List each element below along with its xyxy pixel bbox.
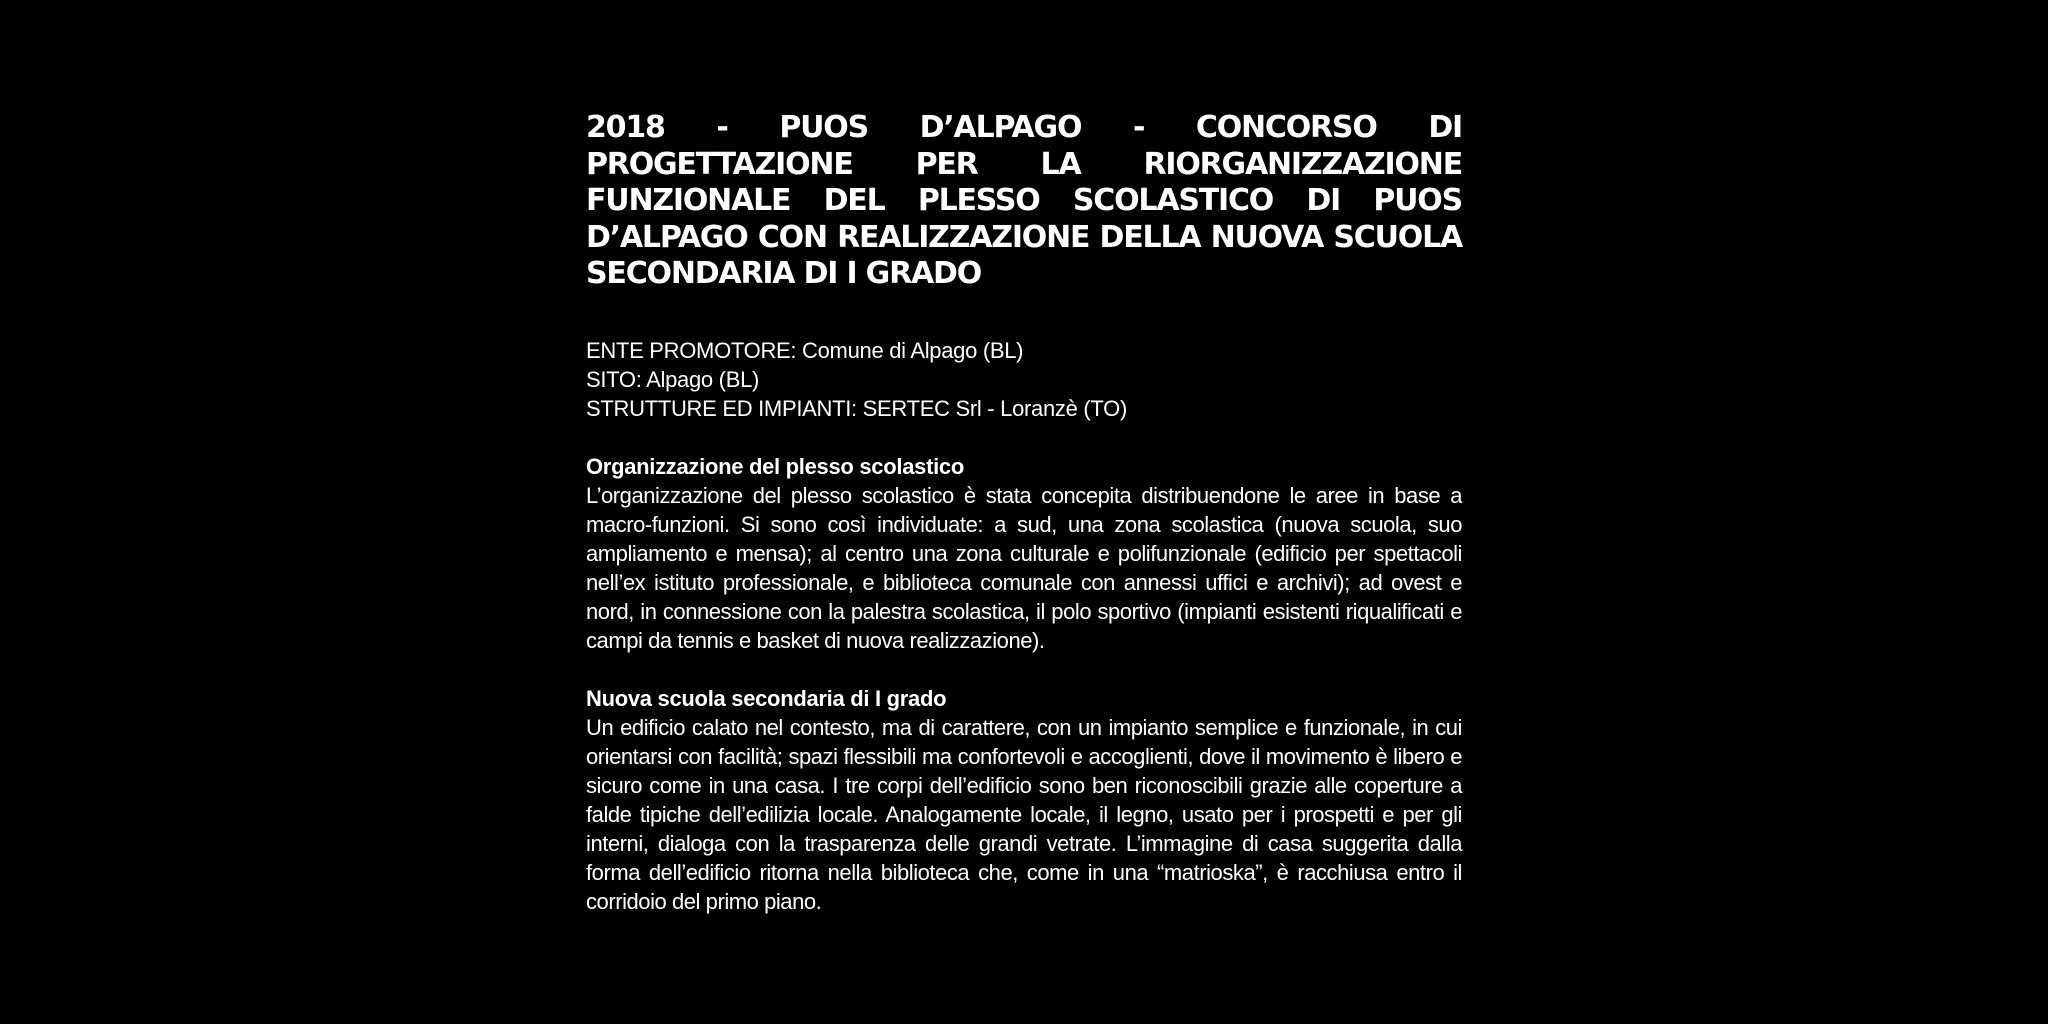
meta-strutture-impianti: STRUTTURE ED IMPIANTI: SERTEC Srl - Loranzè (TO)	[586, 395, 1127, 421]
section-heading: Organizzazione del plesso scolastico	[586, 453, 964, 479]
section-nuova-scuola	[586, 684, 1462, 916]
meta-ente-promotore: ENTE PROMOTORE: Comune di Alpago (BL)	[586, 337, 1024, 363]
project-meta	[586, 336, 1462, 423]
section-heading: Nuova scuola secondaria di I grado	[586, 685, 947, 711]
project-description	[586, 110, 1462, 916]
section-body: Un edificio calato nel contesto, ma di carattere, con un impianto semplice e funzionale, in cui orientarsi con facilità; spazi flessibili ma confortevoli e accoglienti, dove il movimento è libero e sicuro come in una casa. I tre corpi dell’edificio sono ben riconoscibili grazie alle coperture a falde tipiche dell’edilizia locale. Analogamente locale, il legno, usato per i prospetti e per gli interni, dialoga con la trasparenza delle grandi vetrate. L’immagine di casa suggerita dalla forma dell’edificio ritorna nella biblioteca che, come in una “matrioska”, è racchiusa entro il corridoio del primo piano.	[586, 714, 1462, 914]
section-organizzazione	[586, 452, 1462, 655]
section-body: L’organizzazione del plesso scolastico è stata concepita distribuendone le aree in base a macro-funzioni. Si sono così individuate: a sud, una zona scolastica (nuova scuola, suo ampliamento e mensa); al centro una zona culturale e polifunzionale (edificio per spettacoli nell’ex istituto professionale, e biblioteca comunale con annessi uffici e archivi); ad ovest e nord, in connessione con la palestra scolastica, il polo sportivo (impianti esistenti riqualificati e campi da tennis e basket di nuova realizzazione).	[586, 482, 1462, 653]
project-title: 2018 - PUOS D’ALPAGO - CONCORSO DI PROGETTAZIONE PER LA RIORGANIZZAZIONE FUNZIONALE DEL PLESSO SCOLASTICO DI PUOS D’ALPAGO CON REALIZZAZIONE DELLA NUOVA SCUOLA SECONDARIA DI I GRADO	[586, 110, 1462, 291]
meta-sito: SITO: Alpago (BL)	[586, 366, 760, 392]
